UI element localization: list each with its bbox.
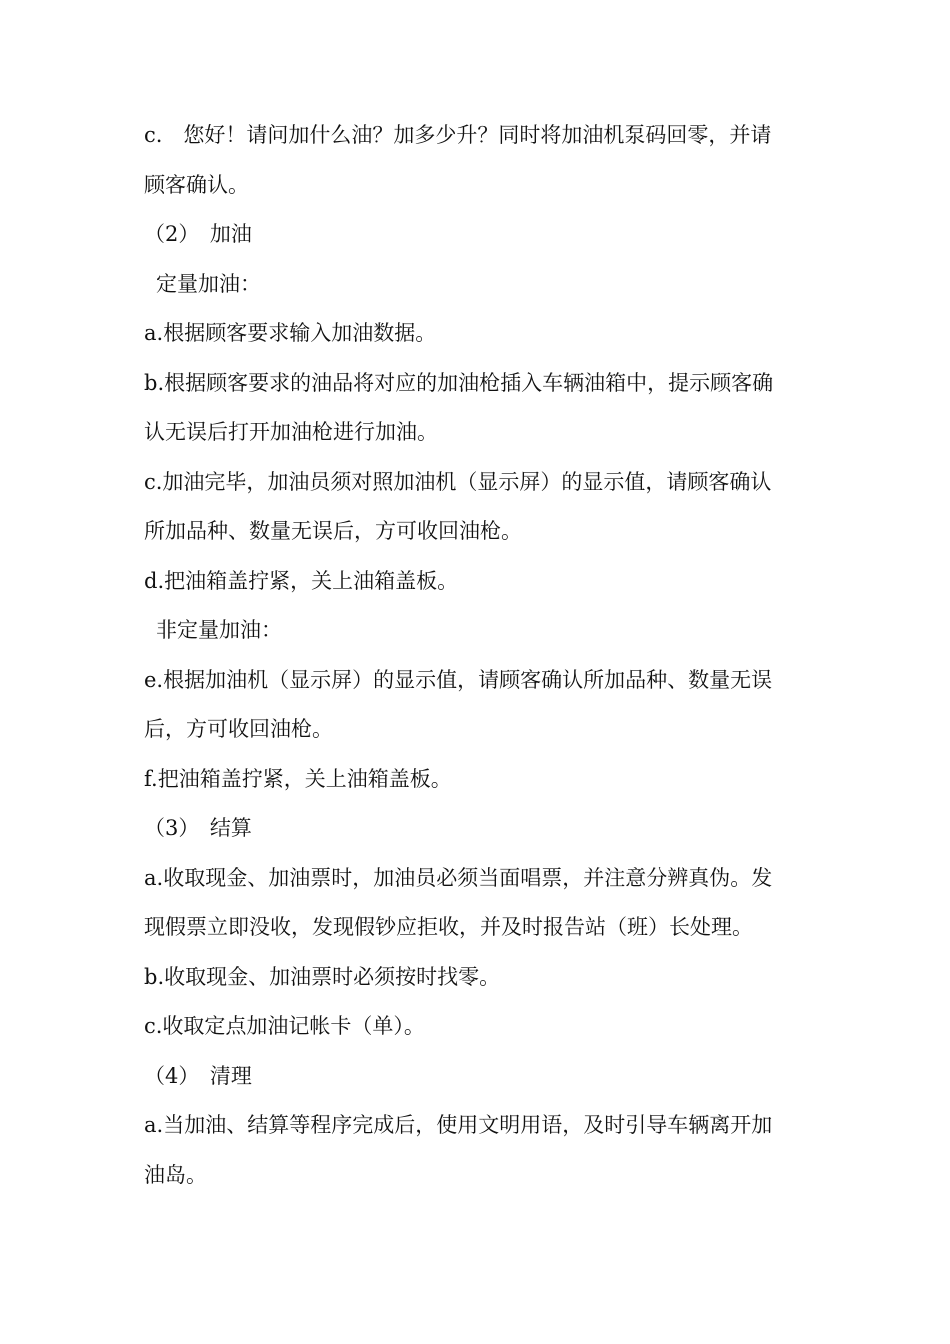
text-line: c.收取定点加油记帐卡（单）。 — [144, 1014, 425, 1038]
section-heading: （4） 清理 — [144, 1063, 252, 1088]
text-line: 油岛。 — [144, 1162, 207, 1187]
text-line: 现假票立即没收，发现假钞应拒收，并及时报告站（班）长处理。 — [144, 915, 753, 939]
text-line: 顾客确认。 — [144, 172, 249, 197]
subsection-heading: 非定量加油： — [156, 618, 282, 642]
section-heading: （2） 加油 — [144, 222, 252, 246]
text-line: 后，方可收回油枪。 — [144, 717, 333, 741]
text-line: b.根据顾客要求的油品将对应的加油枪插入车辆油箱中，提示顾客确 — [144, 370, 774, 395]
document-body — [144, 111, 814, 1200]
text-line: a.收取现金、加油票时，加油员必须当面唱票，并注意分辨真伪。发 — [144, 865, 773, 890]
text-line: a.根据顾客要求输入加油数据。 — [144, 321, 437, 345]
text-line: 所加品种、数量无误后，方可收回油枪。 — [144, 519, 522, 543]
text-line: d.把油箱盖拧紧，关上油箱盖板。 — [144, 568, 459, 593]
text-line: e.根据加油机（显示屏）的显示值，请顾客确认所加品种、数量无误 — [144, 667, 773, 692]
text-line: b.收取现金、加油票时必须按时找零。 — [144, 964, 501, 989]
text-line: c. 您好！请问加什么油？加多少升？同时将加油机泵码回零，并请 — [144, 123, 772, 147]
text-line: 认无误后打开加油枪进行加油。 — [144, 420, 438, 444]
text-line: c.加油完毕，加油员须对照加油机（显示屏）的显示值，请顾客确认 — [144, 469, 772, 494]
text-line: f.把油箱盖拧紧，关上油箱盖板。 — [144, 766, 452, 791]
section-heading: （3） 结算 — [144, 816, 252, 840]
subsection-heading: 定量加油： — [156, 271, 261, 296]
text-line: a.当加油、结算等程序完成后，使用文明用语，及时引导车辆离开加 — [144, 1113, 773, 1137]
